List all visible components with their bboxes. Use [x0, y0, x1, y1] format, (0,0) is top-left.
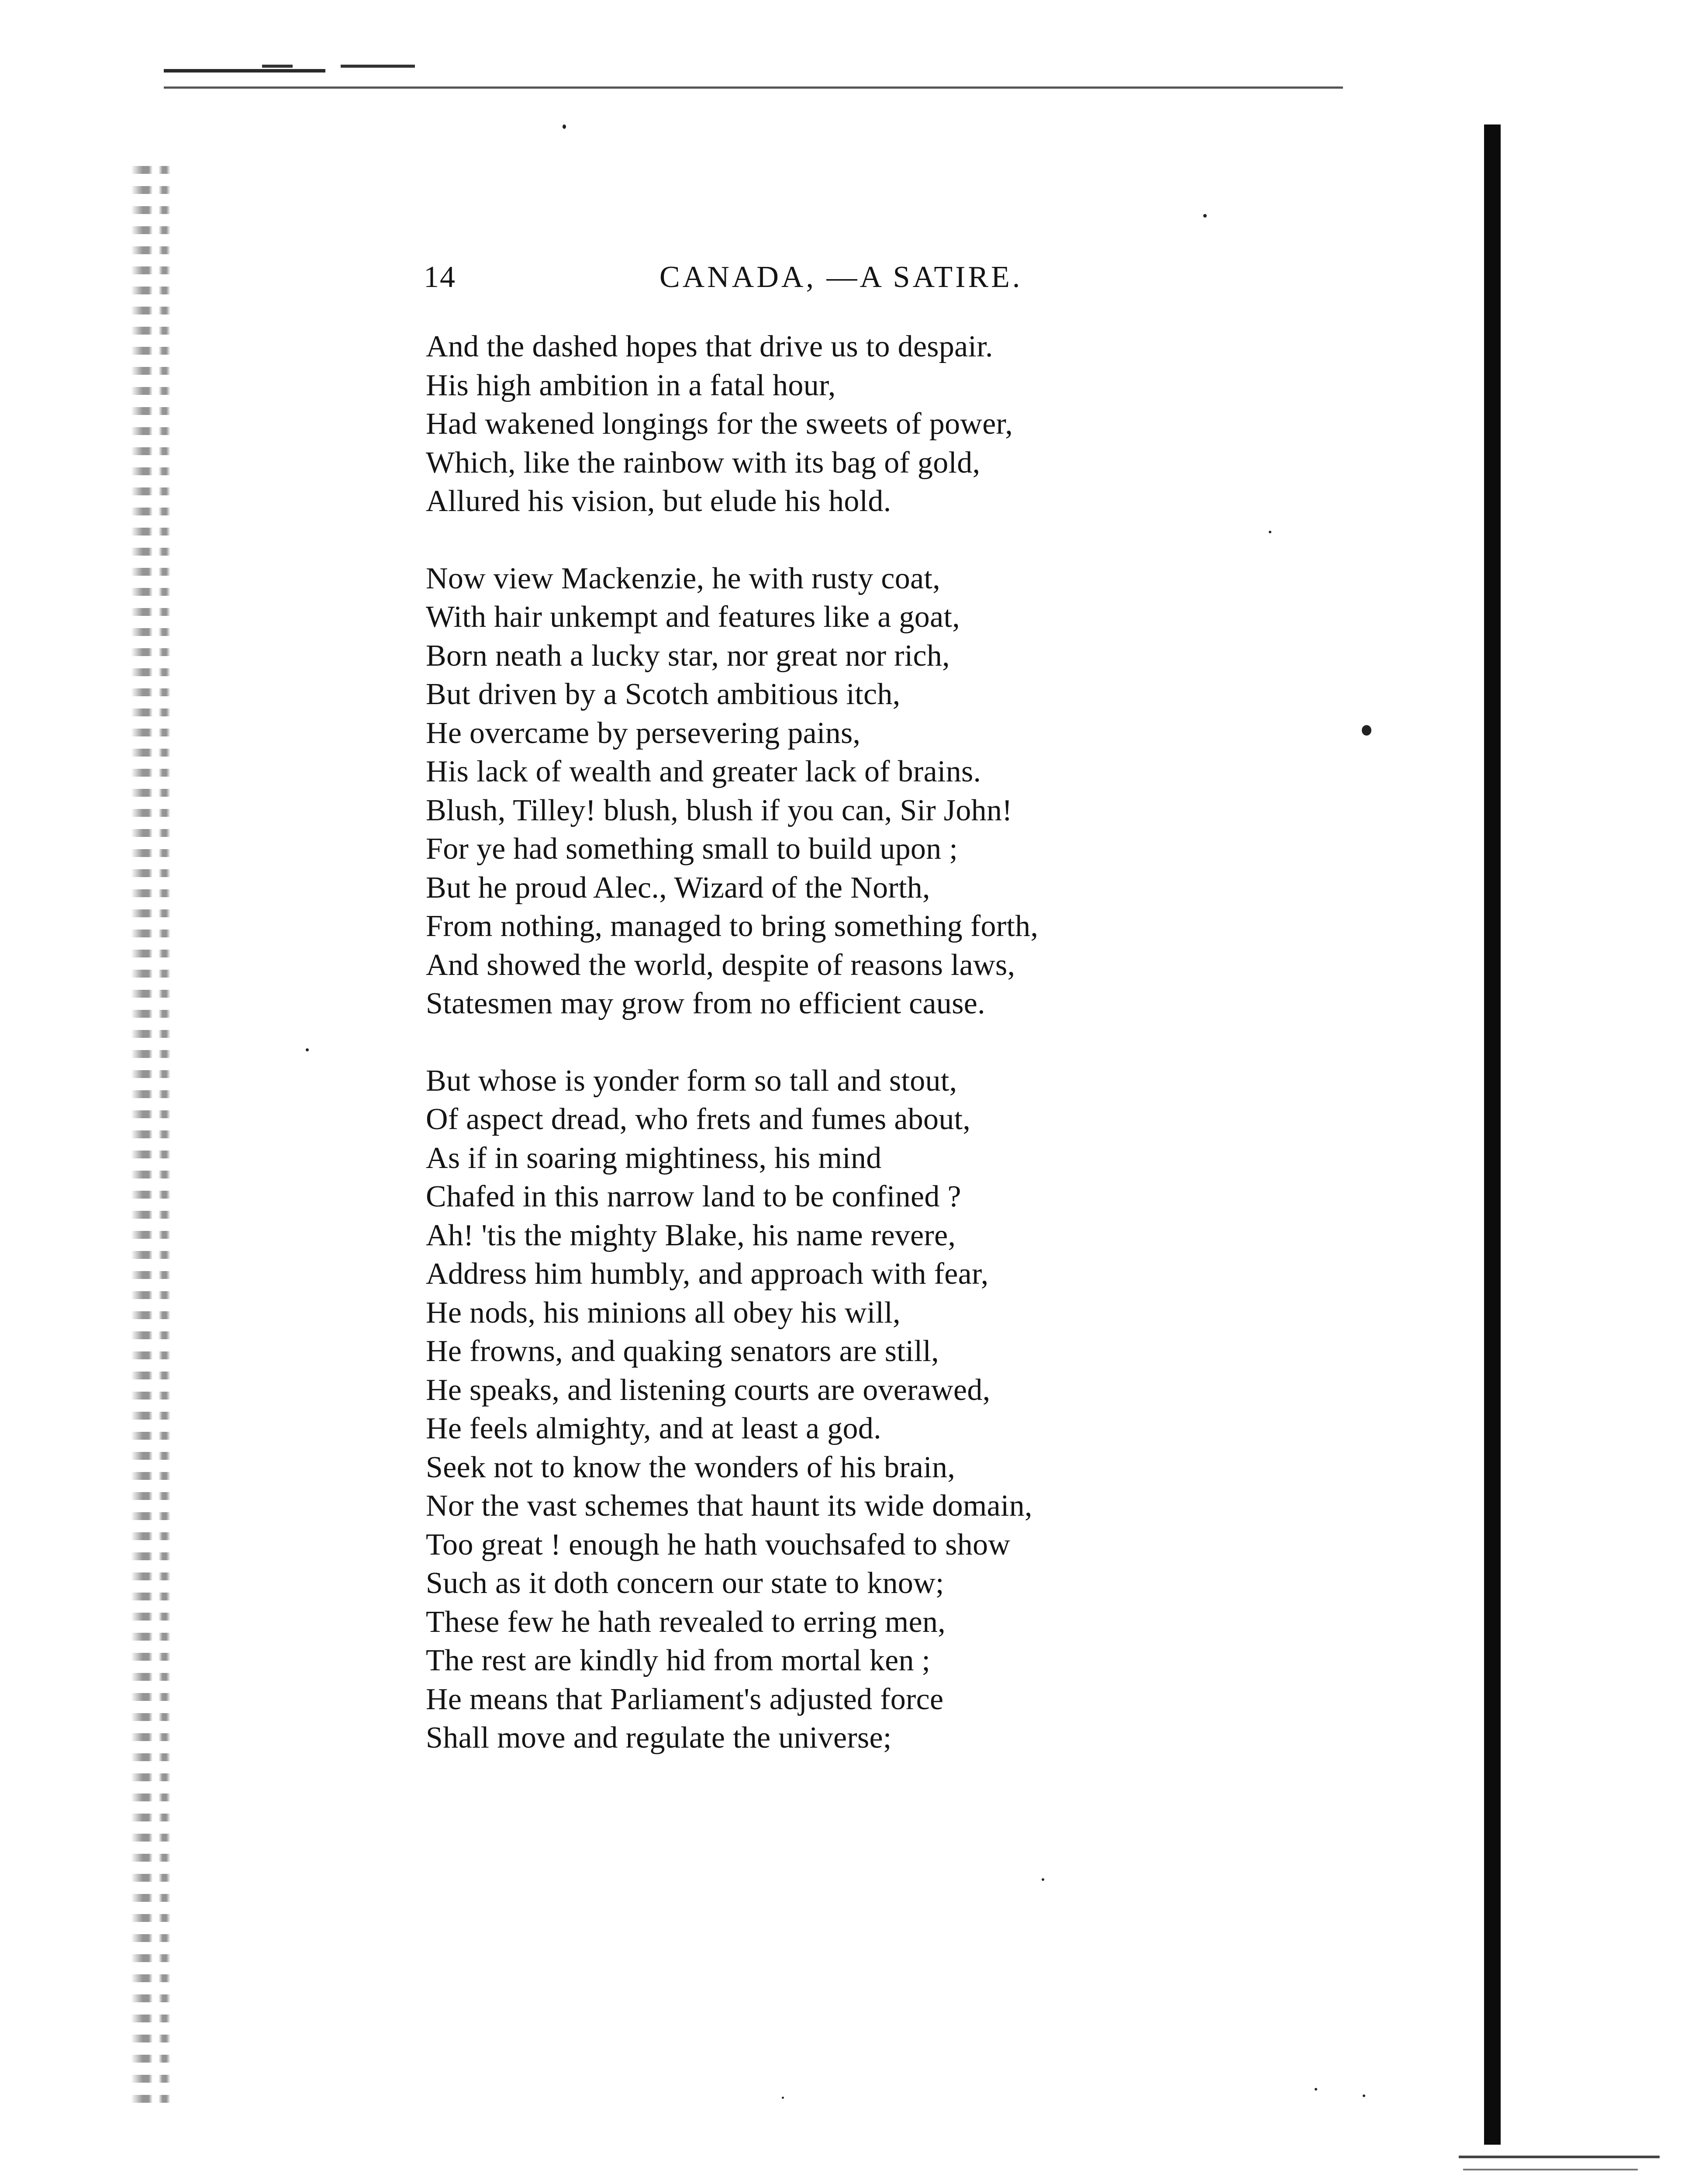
stanza	[426, 560, 1299, 1023]
verse-line: Born neath a lucky star, nor great nor rich,	[426, 639, 950, 673]
scan-left-edge	[131, 166, 170, 2110]
running-title: CANADA, —A SATIRE.	[659, 260, 1023, 294]
scan-gutter-bar	[1484, 124, 1501, 2145]
verse-line: But driven by a Scotch ambitious itch,	[426, 677, 901, 711]
verse-line: He overcame by persevering pains,	[426, 716, 861, 750]
verse-line: Which, like the rainbow with its bag of gold,	[426, 446, 980, 480]
scan-rule	[1463, 2169, 1638, 2170]
verse-line: Statesmen may grow from no efficient cause.	[426, 987, 985, 1020]
verse-line: He frowns, and quaking senators are still,	[426, 1334, 939, 1368]
verse-line: But he proud Alec., Wizard of the North,	[426, 871, 930, 905]
scan-mark	[341, 65, 415, 68]
scan-speck	[1203, 214, 1207, 218]
verse-line: The rest are kindly hid from mortal ken ;	[426, 1644, 931, 1677]
verse-line: Chafed in this narrow land to be confined ?	[426, 1180, 961, 1213]
verse-line: He feels almighty, and at least a god.	[426, 1412, 881, 1445]
scan-rule	[164, 69, 325, 73]
verse-line: Address him humbly, and approach with fear,	[426, 1257, 989, 1291]
verse-line: Had wakened longings for the sweets of power,	[426, 407, 1013, 441]
verse-line: Too great ! enough he hath vouchsafed to show	[426, 1527, 1011, 1562]
verse-line: Ah! 'tis the mighty Blake, his name revere,	[426, 1218, 956, 1252]
scan-mark	[262, 65, 293, 68]
scan-rule	[164, 86, 1343, 89]
verse-line: From nothing, managed to bring something forth,	[426, 909, 1039, 943]
verse-line: And showed the world, despite of reasons laws,	[426, 948, 1015, 982]
verse-line: Nor the vast schemes that haunt its wide domain,	[426, 1489, 1032, 1523]
scan-speck	[782, 2097, 784, 2099]
verse-line: Allured his vision, but elude his hold.	[426, 484, 891, 518]
verse-line: But whose is yonder form so tall and stout,	[426, 1064, 957, 1098]
verse-line: And the dashed hopes that drive us to despair.	[426, 330, 993, 363]
scan-speck	[563, 124, 566, 129]
verse-line: He nods, his minions all obey his will,	[426, 1296, 901, 1330]
verse-line: He speaks, and listening courts are overawed,	[426, 1373, 991, 1407]
stanza	[426, 1062, 1299, 1758]
verse-line: For ye had something small to build upon ;	[426, 832, 958, 866]
scan-speck	[1315, 2088, 1317, 2091]
verse-line: Of aspect dread, who frets and fumes about,	[426, 1102, 971, 1136]
verse-line: These few he hath revealed to erring men,	[426, 1605, 946, 1639]
poem-body	[426, 328, 1299, 1796]
verse-line: His lack of wealth and greater lack of brains.	[426, 755, 981, 788]
stanza	[426, 328, 1299, 521]
verse-line: He means that Parliament's adjusted force	[426, 1682, 944, 1716]
verse-line: Seek not to know the wonders of his brain,	[426, 1450, 956, 1484]
scan-speck	[1363, 2094, 1365, 2097]
scan-rule	[1459, 2156, 1660, 2158]
verse-line: As if in soaring mightiness, his mind	[426, 1141, 882, 1175]
verse-line: Such as it doth concern our state to know;	[426, 1566, 944, 1600]
scan-speck	[1362, 725, 1371, 736]
verse-line: Shall move and regulate the universe;	[426, 1721, 892, 1755]
page-number: 14	[424, 260, 456, 294]
scan-speck	[1042, 1878, 1044, 1881]
verse-line: Blush, Tilley! blush, blush if you can, Sir John!	[426, 793, 1012, 827]
verse-line: His high ambition in a fatal hour,	[426, 368, 836, 402]
page-header	[424, 260, 1122, 304]
verse-line: Now view Mackenzie, he with rusty coat,	[426, 561, 941, 595]
verse-line: With hair unkempt and features like a goat,	[426, 600, 960, 634]
scan-speck	[306, 1048, 309, 1051]
